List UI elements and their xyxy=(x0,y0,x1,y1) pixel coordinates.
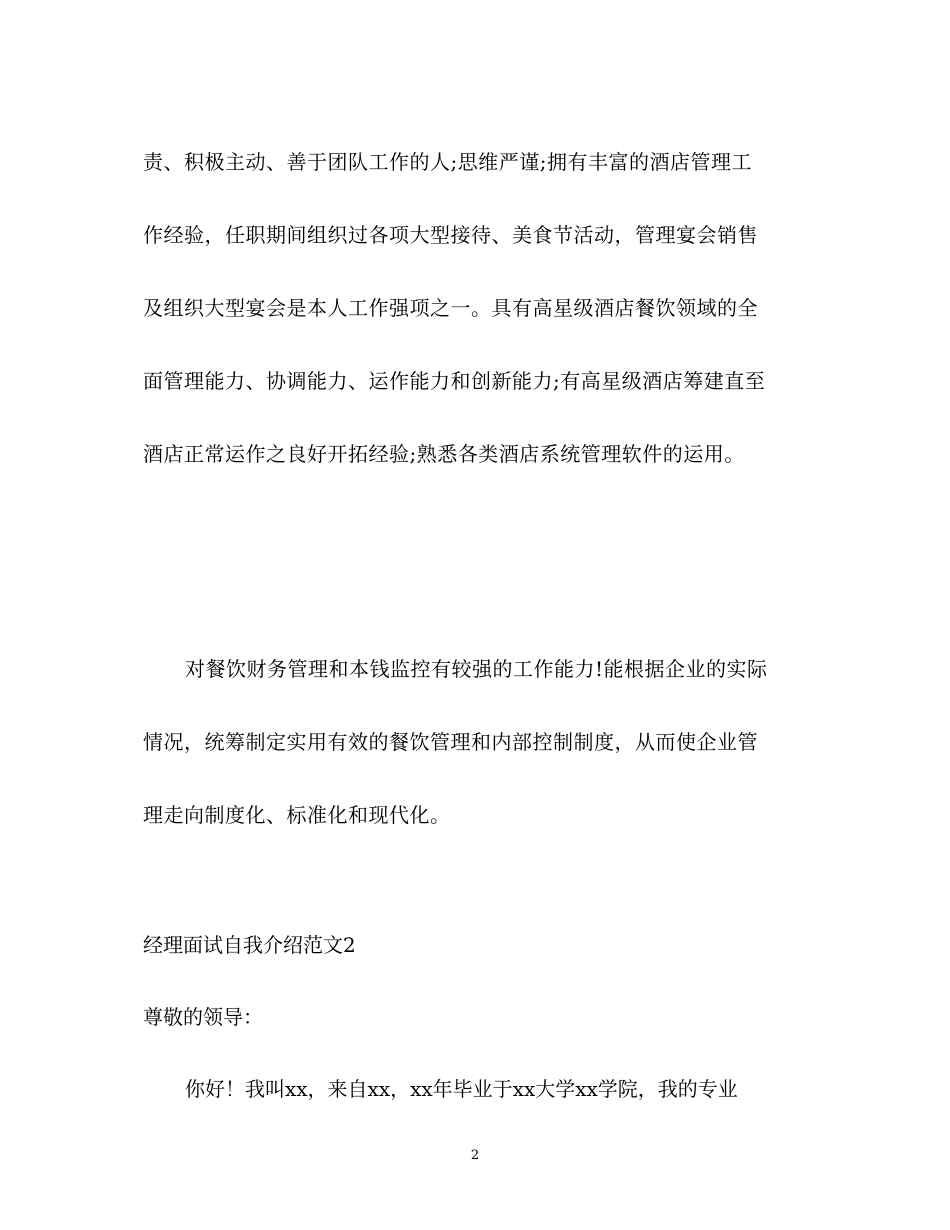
salutation: 尊敬的领导： xyxy=(143,1005,263,1029)
paragraph-line: 及组织大型宴会是本人工作强项之一。具有高星级酒店餐饮领域的全 xyxy=(143,296,758,320)
paragraph-line: 作经验，任职期间组织过各项大型接待、美食节活动，管理宴会销售 xyxy=(143,223,758,247)
paragraph-line: 理走向制度化、标准化和现代化。 xyxy=(143,803,451,827)
paragraph-line: 对餐饮财务管理和本钱监控有较强的工作能力!能根据企业的实际 xyxy=(185,657,768,681)
paragraph-experience xyxy=(143,126,807,491)
intro-line: 你好！我叫xx，来自xx，xx年毕业于xx大学xx学院，我的专业 xyxy=(185,1077,738,1101)
paragraph-finance xyxy=(143,633,807,852)
paragraph-line: 酒店正常运作之良好开拓经验;熟悉各类酒店系统管理软件的运用。 xyxy=(143,442,745,466)
page-number: 2 xyxy=(470,1148,480,1163)
section-heading: 经理面试自我介绍范文2 xyxy=(143,933,356,957)
paragraph-line: 情况，统筹制定实用有效的餐饮管理和内部控制制度，从而使企业管 xyxy=(143,730,758,754)
paragraph-line: 面管理能力、协调能力、运作能力和创新能力;有高星级酒店筹建直至 xyxy=(143,369,766,393)
paragraph-line: 责、积极主动、善于团队工作的人;思维严谨;拥有丰富的酒店管理工 xyxy=(143,150,752,174)
